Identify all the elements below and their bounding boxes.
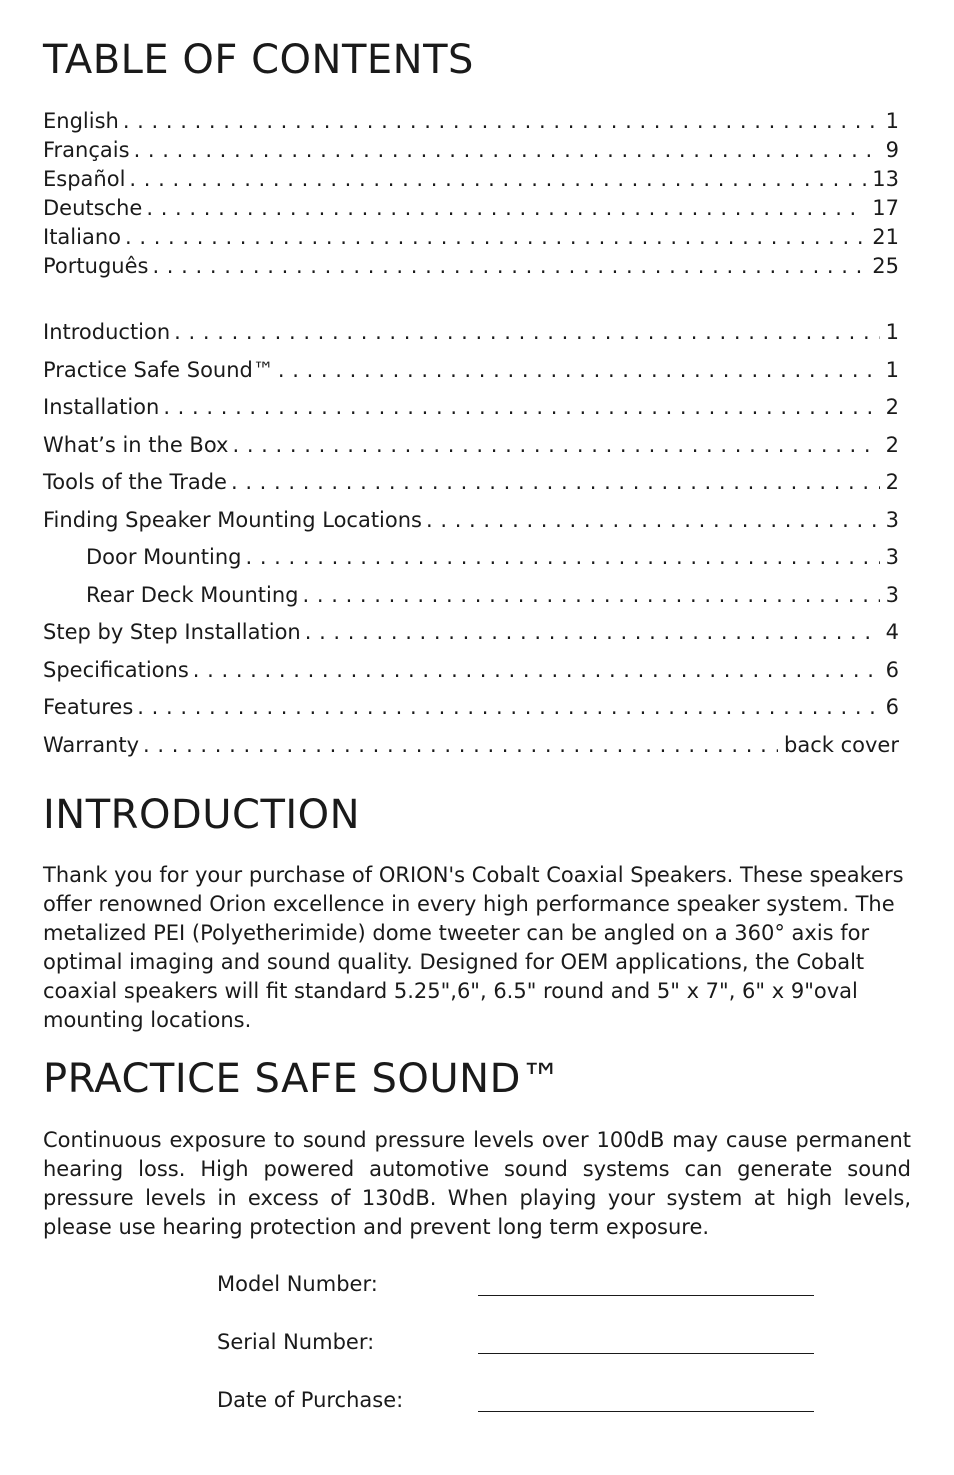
purchase-date-blank-line xyxy=(478,1411,814,1412)
toc-entry-page: 3 xyxy=(885,507,899,532)
toc-section-entry[interactable] xyxy=(43,727,899,765)
toc-entry-page: 1 xyxy=(885,320,899,344)
toc-language-entry[interactable] xyxy=(43,107,899,136)
introduction-paragraph: Thank you for your purchase of ORION's Cobalt Coaxial Speakers. These speakers offer renowned Orion excellence in every high performance speaker system. The metalized PEI (Polyetherimide) dome tweeter can be angled on a 360° axis for optimal imaging and sound quality. Designed for OEM applications, the Cobalt coaxial speakers will fit standard 5.25",6", 6.5" round and 5" x 7", 6" x 9"oval mounting locations. xyxy=(43,863,904,1032)
toc-dot-leader xyxy=(232,427,879,465)
toc-language-list xyxy=(43,107,899,281)
toc-dot-leader xyxy=(278,352,880,390)
toc-entry-label: Finding Speaker Mounting Locations xyxy=(43,507,422,532)
toc-section-entry[interactable] xyxy=(43,652,899,690)
toc-entry-label: Português xyxy=(43,254,149,278)
toc-dot-leader xyxy=(305,614,880,652)
toc-language-entry[interactable] xyxy=(43,136,899,165)
toc-entry-page: 1 xyxy=(885,109,899,133)
toc-section-entry[interactable] xyxy=(43,352,899,390)
toc-entry-page: 6 xyxy=(885,657,899,682)
toc-entry-page: 21 xyxy=(872,225,899,249)
toc-entry-page: back cover xyxy=(784,732,899,757)
toc-entry-label: Features xyxy=(43,695,134,719)
toc-section-entry[interactable] xyxy=(43,427,899,465)
purchase-date-row xyxy=(217,1384,817,1442)
toc-entry-label: Deutsche xyxy=(43,196,143,220)
toc-language-entry[interactable] xyxy=(43,223,899,252)
safe-sound-heading: PRACTICE SAFE SOUND™ xyxy=(43,1056,562,1102)
toc-entry-label: Door Mounting xyxy=(86,545,242,569)
introduction-heading: INTRODUCTION xyxy=(43,792,361,838)
model-number-row xyxy=(217,1268,817,1326)
toc-heading: TABLE OF CONTENTS xyxy=(43,37,474,83)
toc-section-entry[interactable] xyxy=(43,689,899,727)
toc-dot-leader xyxy=(426,502,880,540)
toc-entry-page: 17 xyxy=(872,196,899,220)
toc-dot-leader xyxy=(231,464,880,502)
toc-language-entry[interactable] xyxy=(43,252,899,281)
toc-entry-label: Tools of the Trade xyxy=(43,470,227,494)
toc-entry-page: 1 xyxy=(885,357,899,382)
toc-section-entry[interactable] xyxy=(43,314,899,352)
toc-dot-leader xyxy=(137,689,879,727)
toc-dot-leader xyxy=(152,252,866,281)
toc-language-entry[interactable] xyxy=(43,194,899,223)
toc-entry-label: Español xyxy=(43,167,126,191)
toc-section-list xyxy=(43,314,899,764)
toc-section-entry[interactable] xyxy=(43,464,899,502)
toc-dot-leader xyxy=(123,107,880,136)
toc-entry-page: 2 xyxy=(885,432,899,457)
toc-dot-leader xyxy=(193,652,880,690)
toc-entry-page: 6 xyxy=(885,695,899,719)
toc-subsection-entry[interactable] xyxy=(43,577,899,615)
toc-dot-leader xyxy=(143,727,778,765)
purchase-date-label: Date of Purchase: xyxy=(217,1388,404,1412)
toc-entry-page: 25 xyxy=(872,254,899,278)
model-number-label: Model Number: xyxy=(217,1272,378,1296)
toc-entry-label: Step by Step Installation xyxy=(43,620,301,644)
serial-number-row xyxy=(217,1326,817,1384)
toc-entry-page: 2 xyxy=(885,395,899,419)
toc-language-entry[interactable] xyxy=(43,165,899,194)
toc-entry-page: 13 xyxy=(872,167,899,191)
toc-section-entry[interactable] xyxy=(43,389,899,427)
toc-dot-leader xyxy=(146,194,866,223)
toc-section-entry[interactable] xyxy=(43,502,899,540)
toc-dot-leader xyxy=(303,577,880,615)
toc-entry-label: What’s in the Box xyxy=(43,432,229,457)
toc-entry-label: Specifications xyxy=(43,657,189,682)
safe-sound-paragraph: Continuous exposure to sound pressure levels over 100dB may cause permanent hearing loss. High powered automotive sound systems can generate sound pressure levels in excess of 130dB. When playing your system at high levels, please use hearing protection and prevent long term exposure. xyxy=(43,1128,911,1239)
toc-entry-page: 3 xyxy=(885,545,899,569)
toc-subsection-entry[interactable] xyxy=(43,539,899,577)
toc-entry-page: 2 xyxy=(885,470,899,494)
toc-dot-leader xyxy=(174,314,879,352)
toc-entry-label: Rear Deck Mounting xyxy=(86,582,299,607)
toc-entry-page: 9 xyxy=(885,138,899,162)
toc-entry-label: English xyxy=(43,109,119,133)
toc-dot-leader xyxy=(134,136,880,165)
purchase-record-form xyxy=(217,1268,817,1442)
toc-entry-label: Installation xyxy=(43,395,160,419)
toc-dot-leader xyxy=(163,389,879,427)
toc-dot-leader xyxy=(245,539,879,577)
toc-entry-label: Practice Safe Sound™ xyxy=(43,357,274,382)
toc-entry-label: Introduction xyxy=(43,320,171,344)
toc-entry-label: Warranty xyxy=(43,732,140,757)
toc-section-entry[interactable] xyxy=(43,614,899,652)
toc-entry-page: 3 xyxy=(885,582,899,607)
toc-entry-label: Italiano xyxy=(43,225,121,249)
serial-number-label: Serial Number: xyxy=(217,1330,375,1354)
serial-number-blank-line xyxy=(478,1353,814,1354)
model-number-blank-line xyxy=(478,1295,814,1296)
toc-entry-label: Français xyxy=(43,138,130,162)
toc-dot-leader xyxy=(125,223,866,252)
toc-dot-leader xyxy=(129,165,866,194)
toc-entry-page: 4 xyxy=(885,620,899,644)
